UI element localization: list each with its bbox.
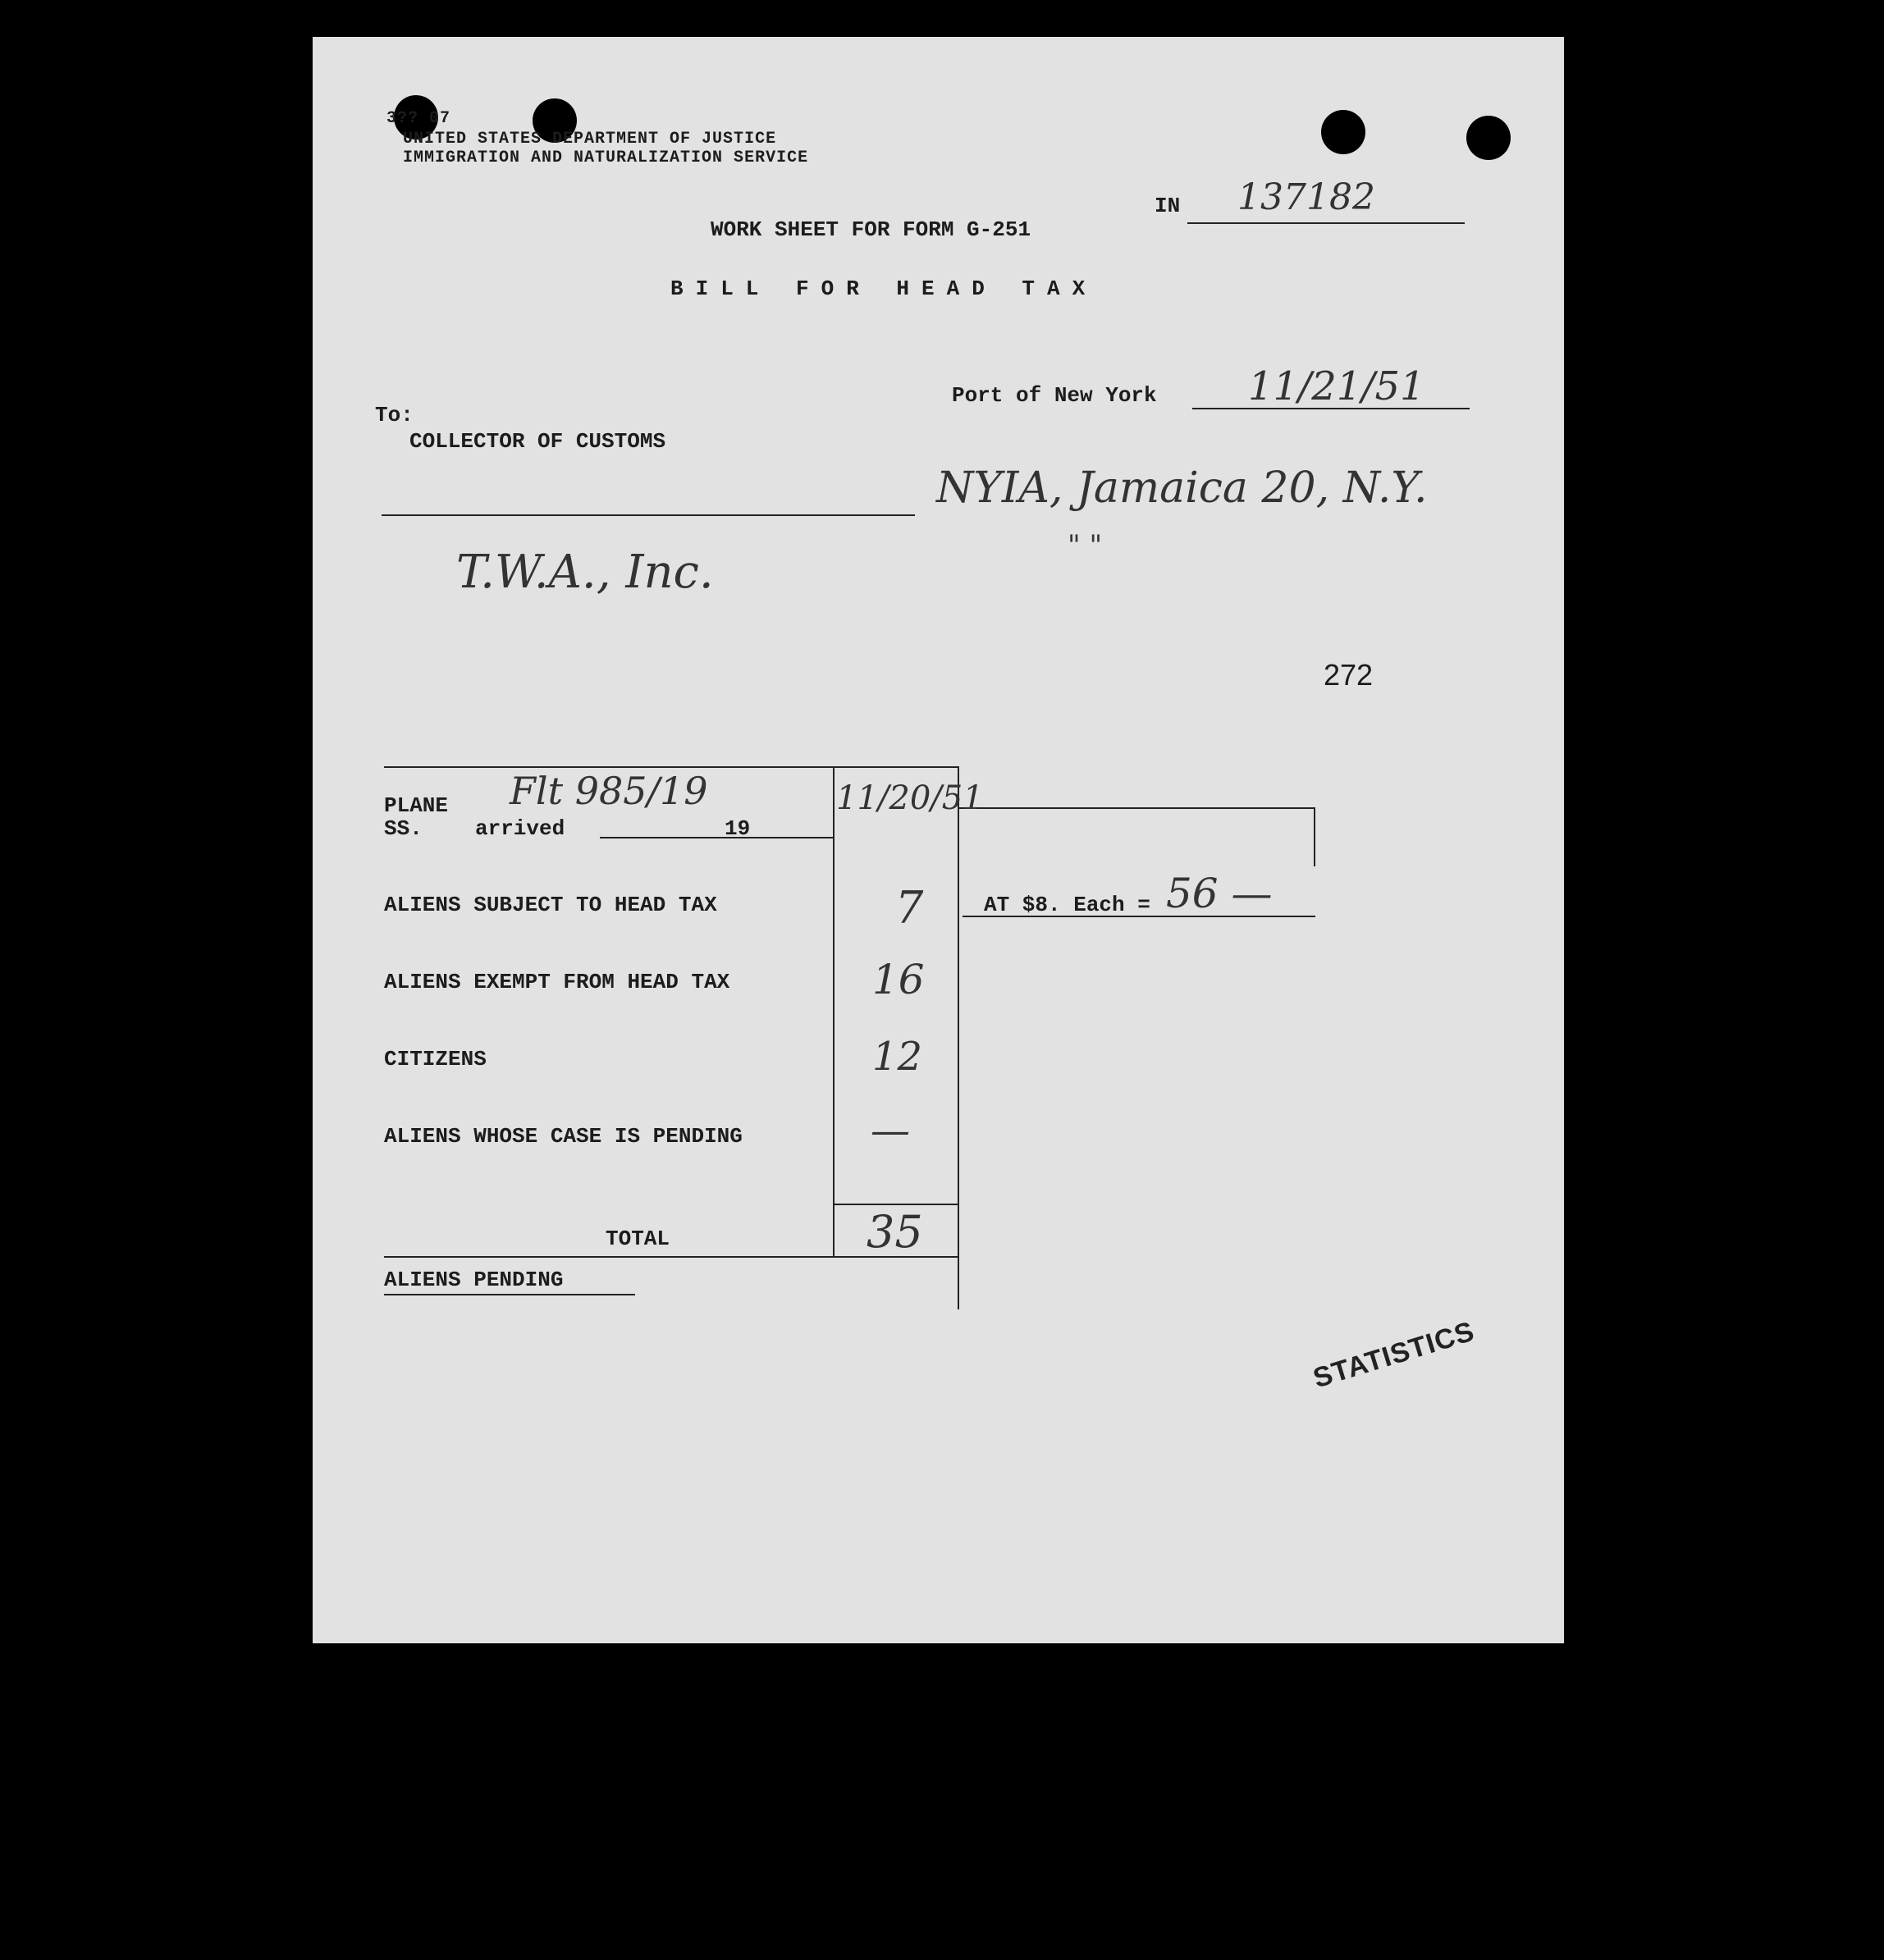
row-value-pending: —	[871, 1108, 910, 1154]
address-line-1: NYIA, Jamaica 20, N.Y.	[936, 464, 1428, 513]
year-prefix: 19	[725, 816, 751, 841]
document-page	[313, 37, 1564, 1643]
table-value-column-left	[833, 766, 835, 1256]
address-line-2: " "	[1068, 529, 1103, 562]
aliens-pending-underline	[384, 1294, 635, 1295]
form-title: WORK SHEET FOR FORM G-251	[711, 217, 1031, 242]
table-value-column-right	[958, 766, 959, 1309]
flight-number: Flt 985/19	[510, 769, 708, 813]
arrived-label: arrived	[475, 816, 565, 841]
carrier-name: T.W.A., Inc.	[456, 546, 714, 599]
rate-box-top	[958, 807, 1314, 809]
row-label-subject: ALIENS SUBJECT TO HEAD TAX	[384, 893, 717, 917]
rate-amount: 56 —	[1166, 870, 1273, 917]
to-label: To:	[375, 403, 414, 427]
arrived-underline	[600, 837, 706, 838]
port-date-underline	[1192, 408, 1470, 409]
total-top-line	[833, 1204, 958, 1205]
table-top-line	[384, 766, 958, 768]
row-label-pending: ALIENS WHOSE CASE IS PENDING	[384, 1124, 743, 1149]
in-label: IN	[1155, 194, 1181, 218]
statistics-stamp: STATISTICS	[1310, 1315, 1479, 1395]
total-label: TOTAL	[606, 1227, 670, 1251]
row-label-exempt: ALIENS EXEMPT FROM HEAD TAX	[384, 970, 730, 994]
punch-hole	[1466, 116, 1511, 160]
aliens-pending-label: ALIENS PENDING	[384, 1268, 564, 1292]
punch-hole	[1321, 110, 1365, 154]
in-number-underline	[1187, 222, 1465, 224]
form-subtitle: BILL FOR HEAD TAX	[670, 276, 1098, 301]
to-value: COLLECTOR OF CUSTOMS	[409, 429, 666, 454]
in-number: 137182	[1237, 176, 1375, 218]
rate-box-right	[1314, 807, 1315, 866]
to-underline	[382, 514, 915, 516]
row-value-subject: 7	[895, 882, 924, 934]
row-label-citizens: CITIZENS	[384, 1047, 487, 1071]
port-label: Port of New York	[952, 383, 1157, 408]
ss-label: SS.	[384, 816, 423, 841]
port-date: 11/21/51	[1248, 363, 1425, 409]
row-value-exempt: 16	[872, 956, 925, 1003]
row-value-citizens: 12	[872, 1034, 923, 1080]
department-name: UNITED STATES DEPARTMENT OF JUSTICE	[403, 130, 777, 148]
service-name: IMMIGRATION AND NATURALIZATION SERVICE	[403, 148, 809, 167]
plane-label: PLANE	[384, 793, 449, 818]
sheet-number: 272	[1324, 658, 1374, 692]
total-value: 35	[867, 1206, 923, 1258]
rate-label: AT $8. Each =	[984, 893, 1150, 917]
form-number: 3?? 07	[386, 109, 451, 128]
arrival-date: 11/20/51	[836, 779, 984, 817]
